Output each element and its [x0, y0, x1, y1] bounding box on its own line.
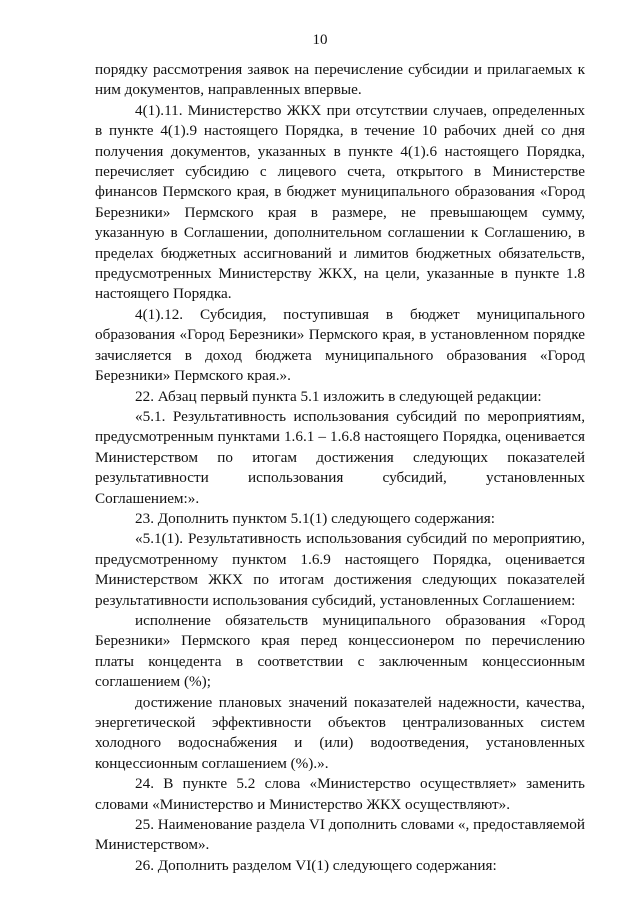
paragraph-5-1-quote: «5.1. Результативность использования субсидий по мероприятиям, предусмотренным пунктами 1.6.1 – 1.6.8 настоящего Порядка, оценивается Министерством по итогам достижения следующих показателей результативности использования субсидий, установленных Соглашением:».: [95, 407, 585, 507]
paragraph-4-1-11: 4(1).11. Министерство ЖКХ при отсутствии случаев, определенных в пункте 4(1).9 настоящего Порядка, в течение 10 рабочих дней со дня получения документов, указанных в пункте 4(1).6 настоящего Порядка, перечисляет субсидию с лицевого счета, открытого в Министерстве финансов Пермского края, в бюджет муниципального образования «Город Березники» Пермского края в размере, не превышающем сумму, указанную в Соглашении, дополнительном соглашении к Соглашению, в пределах бюджетных ассигнований и лимитов бюджетных обязательств, предусмотренных Министерству ЖКХ, на цели, указанные в пункте 1.8 настоящего Порядка.: [95, 101, 585, 303]
document-body: [95, 60, 585, 876]
paragraph-5-1-1-quote: «5.1(1). Результативность использования субсидий по мероприятию, предусмотренному пунктом 1.6.9 настоящего Порядка, оценивается Министерством ЖКХ по итогам достижения следующих показателей результативности использования субсидий, установленных Соглашением:: [95, 530, 585, 609]
paragraph-indicator-2: достижение плановых значений показателей надежности, качества, энергетической эффективности объектов централизованных систем холодного водоснабжения и (или) водоотведения, установленных концессионным соглашением (%).».: [95, 693, 585, 772]
paragraph-25: 25. Наименование раздела VI дополнить словами «, предоставляемой Министерством».: [95, 816, 585, 854]
paragraph-4-1-12: 4(1).12. Субсидия, поступившая в бюджет муниципального образования «Город Березники» Пермского края, в установленном порядке зачисляется в доход бюджета муниципального образования «Город Березники» Пермского края.».: [95, 305, 585, 385]
paragraph-23: 23. Дополнить пунктом 5.1(1) следующего содержания:: [135, 509, 495, 527]
paragraph-22: 22. Абзац первый пункта 5.1 изложить в следующей редакции:: [135, 387, 542, 405]
paragraph-24: 24. В пункте 5.2 слова «Министерство осуществляет» заменить словами «Министерство и Министерство ЖКХ осуществляют».: [95, 775, 585, 813]
page-number: 10: [312, 32, 328, 48]
paragraph-continuation: порядку рассмотрения заявок на перечисление субсидии и прилагаемых к ним документов, направленных впервые.: [95, 61, 585, 99]
paragraph-indicator-1: исполнение обязательств муниципального образования «Город Березники» Пермского края перед концессионером по перечислению платы концедента в соответствии с заключенным концессионным соглашением (%);: [95, 611, 585, 691]
paragraph-26: 26. Дополнить разделом VI(1) следующего содержания:: [135, 856, 497, 874]
